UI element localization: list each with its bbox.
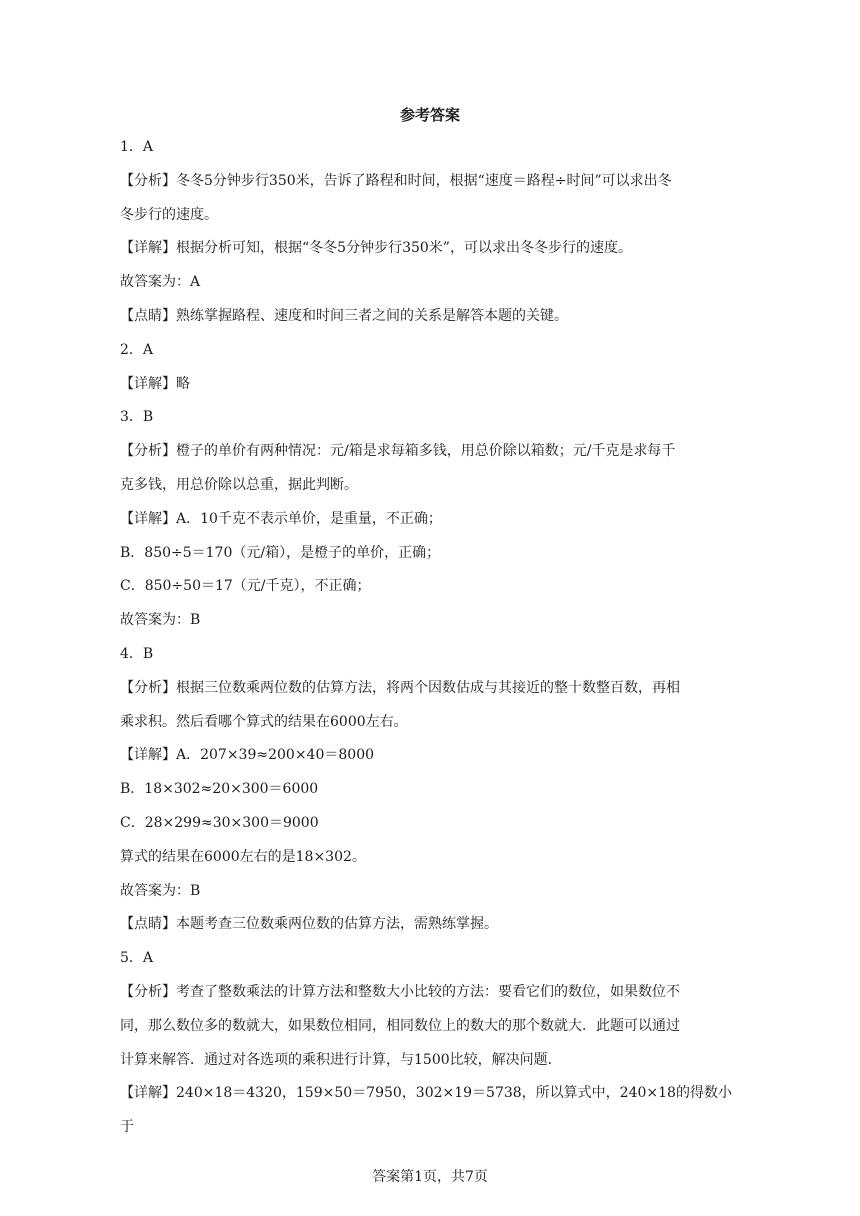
text-line: 【点睛】熟练掌握路程、速度和时间三者之间的关系是解答本题的关键。 xyxy=(120,307,568,324)
text-line: 算式的结果在6000左右的是18×302。 xyxy=(120,848,366,865)
text-line: 【分析】根据三位数乘两位数的估算方法，将两个因数估成与其接近的整十数整百数，再相 xyxy=(120,679,680,696)
text-line: 1．A xyxy=(120,139,154,155)
text-line: 【点睛】本题考查三位数乘两位数的估算方法，需熟练掌握。 xyxy=(120,916,498,933)
text-line: 【分析】冬冬5分钟步行350米，告诉了路程和时间，根据“速度＝路程÷时间”可以求出冬 xyxy=(120,172,672,189)
text-line: 【详解】A．10千克不表示单价，是重量，不正确； xyxy=(120,510,442,527)
text-line: 克多钱，用总价除以总重，据此判断。 xyxy=(120,476,358,493)
text-line: 故答案为：A xyxy=(120,274,201,291)
text-line: 乘求积。然后看哪个算式的结果在6000左右。 xyxy=(120,713,408,730)
text-line: B．18×302≈20×300＝6000 xyxy=(120,781,319,798)
text-line: 同，那么数位多的数就大，如果数位相同，相同数位上的数大的那个数就大．此题可以通过 xyxy=(120,1017,680,1034)
text-line: B．850÷5＝170（元/箱），是橙子的单价，正确； xyxy=(120,544,441,561)
text-line: 5．A xyxy=(120,950,154,967)
text-line: 冬步行的速度。 xyxy=(120,206,218,223)
text-line: 3．B xyxy=(120,409,154,426)
text-line: 【分析】橙子的单价有两种情况：元/箱是求每箱多钱，用总价除以箱数；元/千克是求每千 xyxy=(120,443,676,460)
text-line: 【详解】240×18＝4320，159×50＝7950，302×19＝5738，所以算式中，240×18的得数小于 xyxy=(120,1085,732,1136)
text-line: 故答案为：B xyxy=(120,882,201,899)
page-footer: 答案第1页，共7页 xyxy=(372,1169,488,1185)
text-line: 【详解】A．207×39≈200×40＝8000 xyxy=(120,747,375,764)
text-line: C．850÷50＝17（元/千克），不正确； xyxy=(120,578,371,595)
text-line: 【详解】根据分析可知，根据“冬冬5分钟步行350米”，可以求出冬冬步行的速度。 xyxy=(120,240,632,257)
answer-content xyxy=(120,131,740,1145)
text-line: 故答案为：B xyxy=(120,612,201,629)
text-line: 【分析】考查了整数乘法的计算方法和整数大小比较的方法：要看它们的数位，如果数位不 xyxy=(120,983,680,1000)
text-line: 计算来解答．通过对各选项的乘积进行计算，与1500比较，解决问题． xyxy=(120,1051,562,1068)
page-title: 参考答案 xyxy=(399,106,460,124)
text-line: 2．A xyxy=(120,341,154,358)
text-line: 【详解】略 xyxy=(120,375,190,392)
text-line: 4．B xyxy=(120,645,154,662)
text-line: C．28×299≈30×300＝9000 xyxy=(120,814,319,831)
